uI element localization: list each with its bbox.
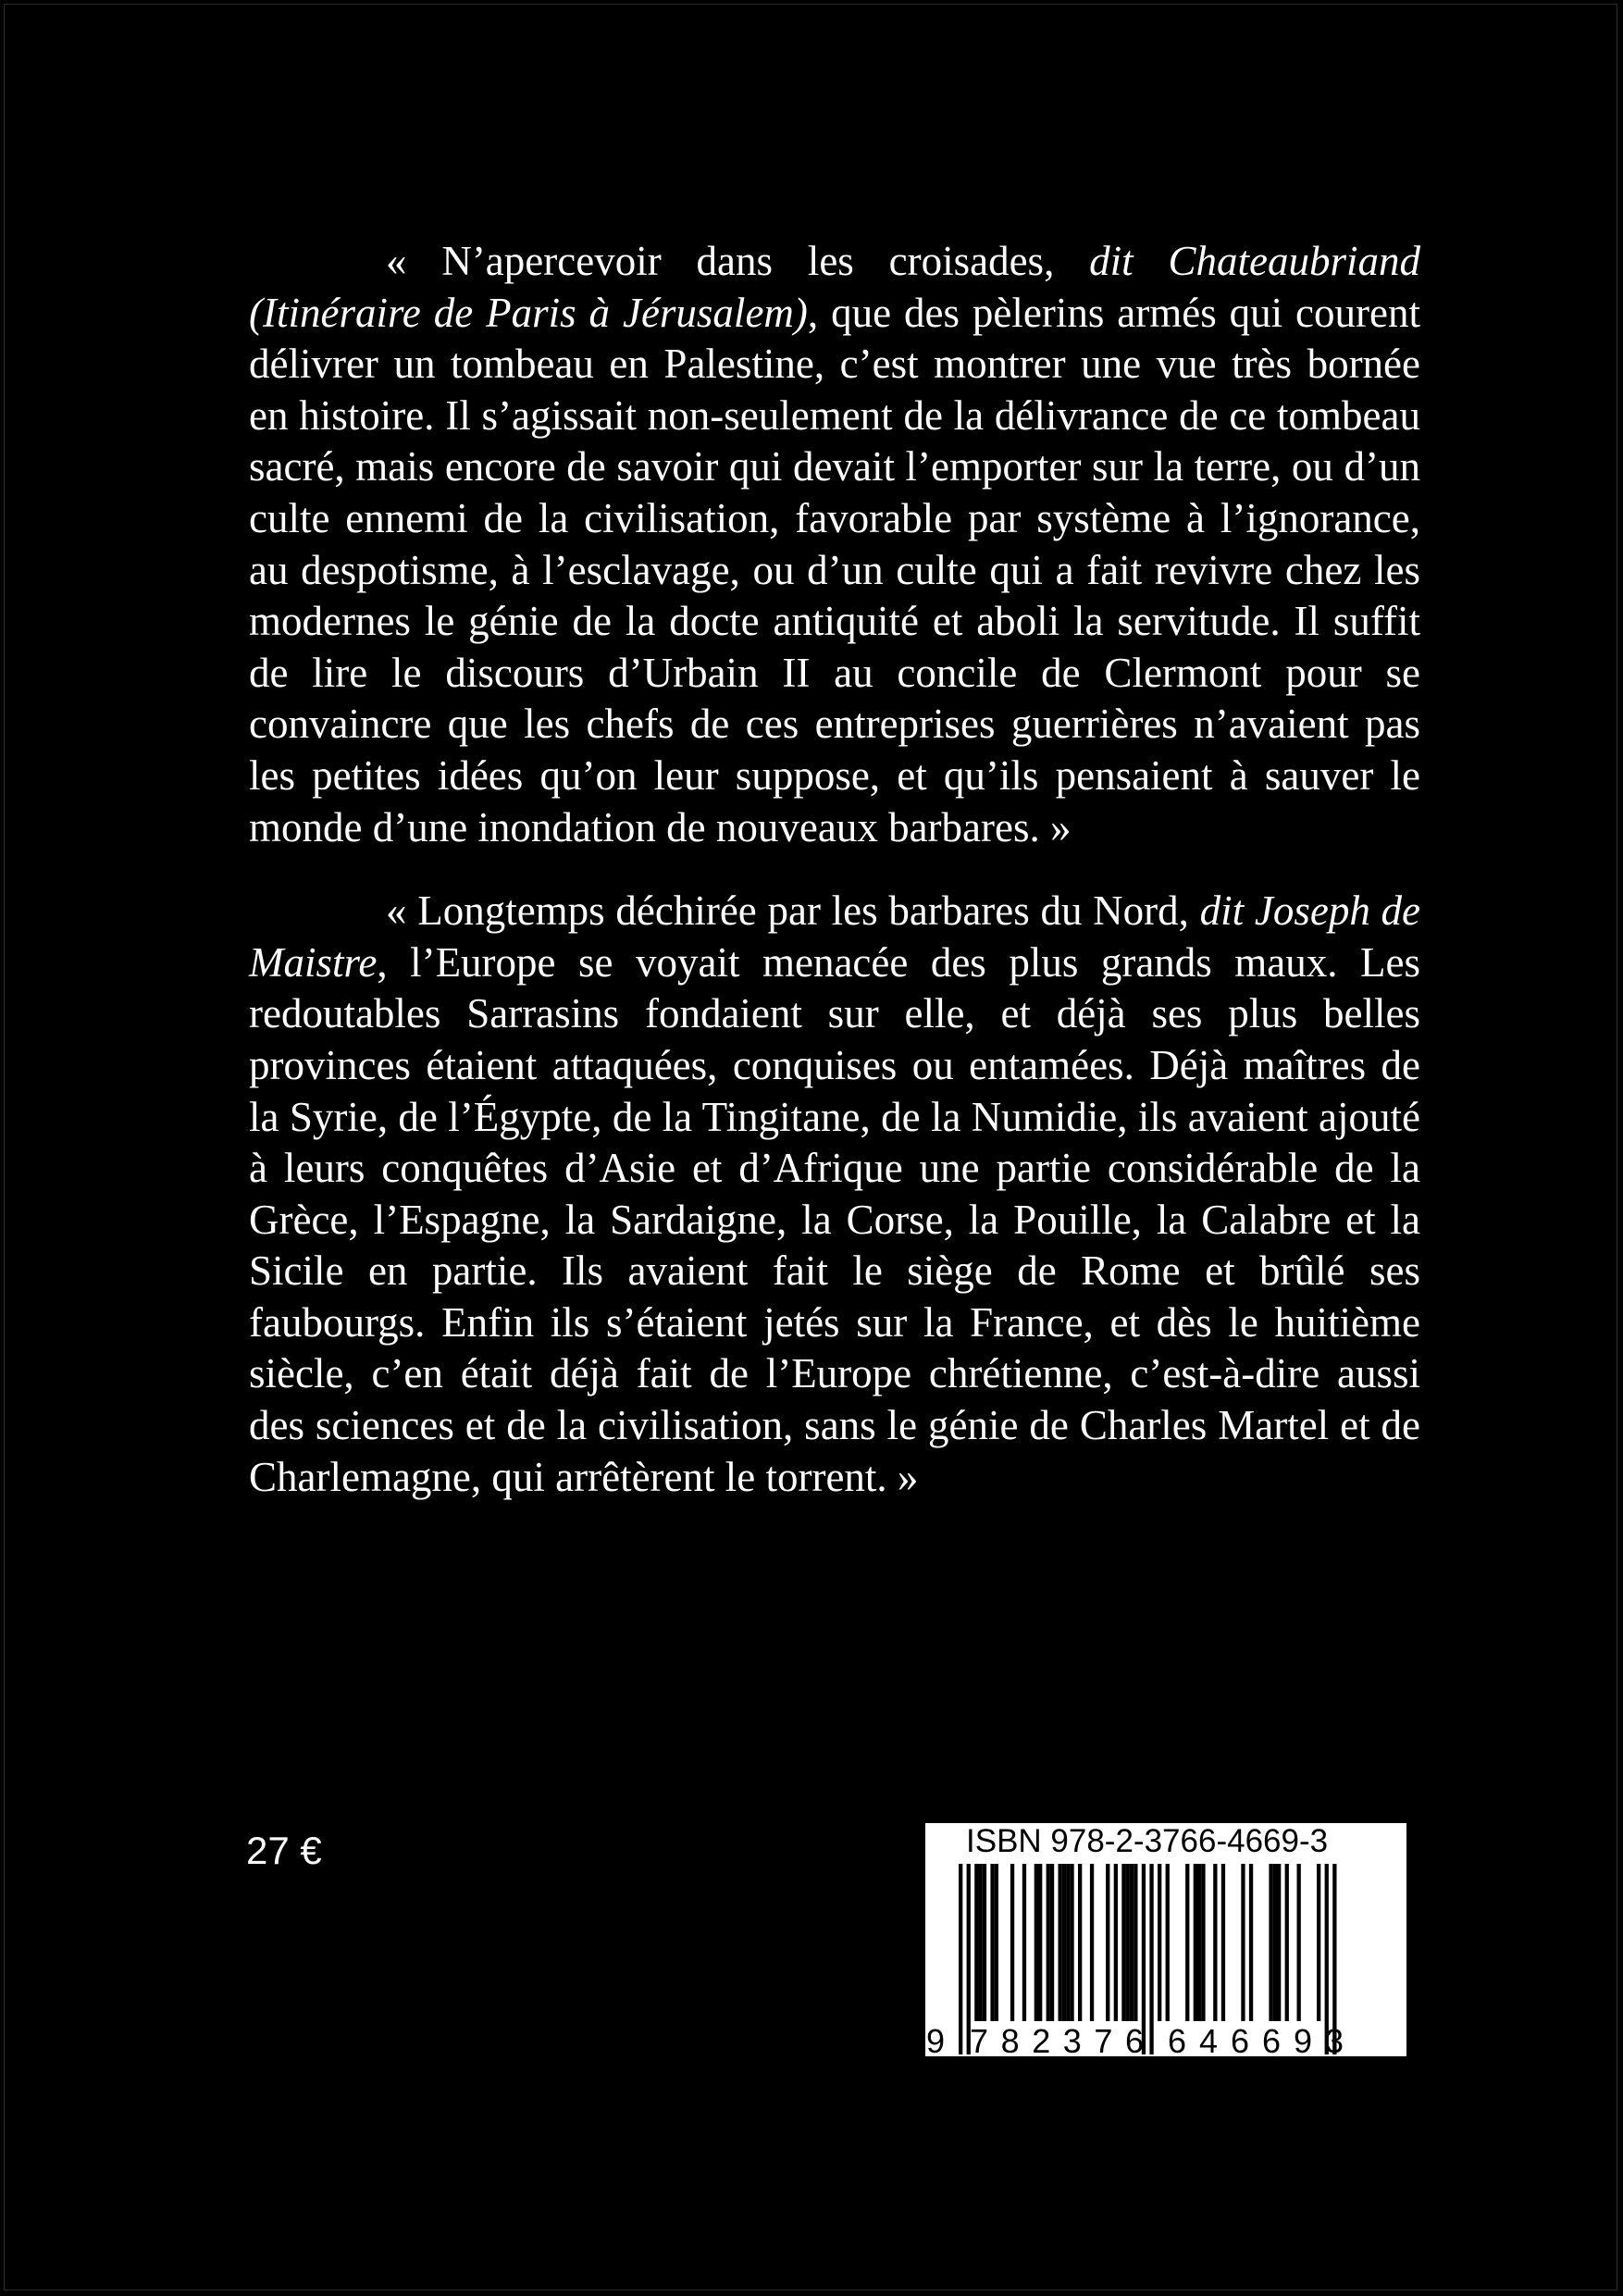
barcode-bar bbox=[1022, 1864, 1026, 2021]
barcode-bar bbox=[1066, 1864, 1070, 2021]
barcode-bar bbox=[1134, 1864, 1137, 2021]
attribution-italic: dit Chateaubriand (Itinéraire de Paris à Jérusalem) bbox=[249, 238, 1420, 336]
isbn-label: ISBN 978-2-3766-4669-3 bbox=[966, 1823, 1329, 1859]
barcode-bar bbox=[1010, 1864, 1014, 2021]
barcode-bar bbox=[1185, 1864, 1189, 2021]
barcode-bar bbox=[1194, 1864, 1197, 2021]
barcode-bar bbox=[1090, 1864, 1094, 2021]
quote-chateaubriand bbox=[249, 236, 1420, 853]
barcode-bar bbox=[1285, 1864, 1289, 2021]
barcode-bar bbox=[1297, 1864, 1301, 2021]
barcode-bar bbox=[1038, 1864, 1042, 2021]
barcode-bar bbox=[1317, 1864, 1320, 2021]
attribution-italic: dit Joseph de Maistre bbox=[249, 887, 1420, 986]
barcode-bar bbox=[974, 1864, 978, 2021]
barcode-bar bbox=[979, 1864, 983, 2021]
barcode-bar bbox=[1241, 1864, 1245, 2021]
barcode-bar bbox=[1050, 1864, 1054, 2021]
barcode-bar bbox=[1213, 1864, 1217, 2021]
blurb bbox=[249, 236, 1420, 1503]
quote-text: , que des pèlerins armés qui courent délivrer un tombeau en Palestine, c’est montrer une vue très bornée en histoire. Il s’agissait non-seulement de la délivrance de ce tombeau sacré, mais encore de savoir qui devait l’emporter sur la terre, ou d’un culte ennemi de la civilisation, favorable par système à l’ignorance, au despotisme, à l’esclavage, ou d’un culte qui a fait revivre chez les modernes le génie de la docte antiquité et aboli la servitude. Il suffit de lire le discours d’Urbain II au concile de Clermont pour se convaincre que les chefs de ces entreprises guerrières n’avaient pas les petites idées qu’on leur suppose, et qu’ils pensaient à sauver le monde d’une inondation de nouveaux barbares. » bbox=[249, 289, 1420, 850]
barcode-bar bbox=[1158, 1864, 1161, 2021]
quote-de-maistre bbox=[249, 886, 1420, 1503]
barcode-bar bbox=[1277, 1864, 1281, 2021]
barcode-bar bbox=[1062, 1864, 1066, 2021]
quote-text: « N’apercevoir dans les croisades, bbox=[386, 238, 1090, 284]
ean-right-group: 646693 bbox=[1168, 2022, 1344, 2056]
barcode-bar bbox=[1249, 1864, 1253, 2021]
barcode-bar bbox=[1197, 1864, 1201, 2021]
barcode-bar bbox=[990, 1864, 994, 2021]
barcode-bar bbox=[1106, 1864, 1109, 2021]
barcode-bar bbox=[1126, 1864, 1130, 2021]
barcode-bar bbox=[1114, 1864, 1118, 2021]
barcode-bar bbox=[1269, 1864, 1272, 2021]
barcode-bar bbox=[1070, 1864, 1073, 2021]
barcode-bar bbox=[983, 1864, 986, 2021]
quote-text: « Longtemps déchirée par les barbares du Nord, bbox=[386, 887, 1200, 935]
barcode-bar bbox=[1273, 1864, 1277, 2021]
isbn-barcode bbox=[925, 1823, 1406, 2056]
barcode-bar bbox=[1201, 1864, 1205, 2021]
ean-left-group: 782376 bbox=[970, 2022, 1144, 2056]
barcode-bar bbox=[959, 1864, 962, 2054]
barcode-bar bbox=[1130, 1864, 1134, 2021]
barcode-bar bbox=[1078, 1864, 1082, 2021]
price-label: 27 € bbox=[246, 1829, 322, 1872]
barcode-bar bbox=[1221, 1864, 1225, 2021]
barcode-bar bbox=[1059, 1864, 1062, 2021]
barcode-bar bbox=[1166, 1864, 1170, 2021]
barcode-bar bbox=[1121, 1864, 1125, 2021]
barcode-bar bbox=[1035, 1864, 1038, 2021]
ean-lead-digit: 9 bbox=[926, 2022, 946, 2056]
barcode-bar bbox=[1047, 1864, 1050, 2021]
quote-text: , l’Europe se voyait menacée des plus grands maux. Les redoutables Sarrasins fondaient sur elle, et déjà ses plus belles provinces étaient attaquées, conquises ou entamées. Déjà maîtres de la Syrie, de l’Égypte, de la Tingitane, de la Numidie, ils avaient ajouté à leurs conquêtes d’Asie et d’Afrique une partie considérable de la Grèce, l’Espagne, la Sardaigne, la Corse, la Pouille, la Calabre et la Sicile en partie. Ils avaient fait le siège de Rome et brûlé ses faubourgs. Enfin ils s’étaient jetés sur la France, et dès le huitième siècle, c’en était déjà fait de l’Europe chrétienne, c’est-à-dire aussi des sciences et de la civilisation, sans le génie de Charles Martel et de Charlemagne, qui arrêtèrent le torrent. » bbox=[249, 938, 1420, 1500]
barcode-bar bbox=[995, 1864, 998, 2021]
barcode-bar bbox=[1149, 1864, 1153, 2054]
